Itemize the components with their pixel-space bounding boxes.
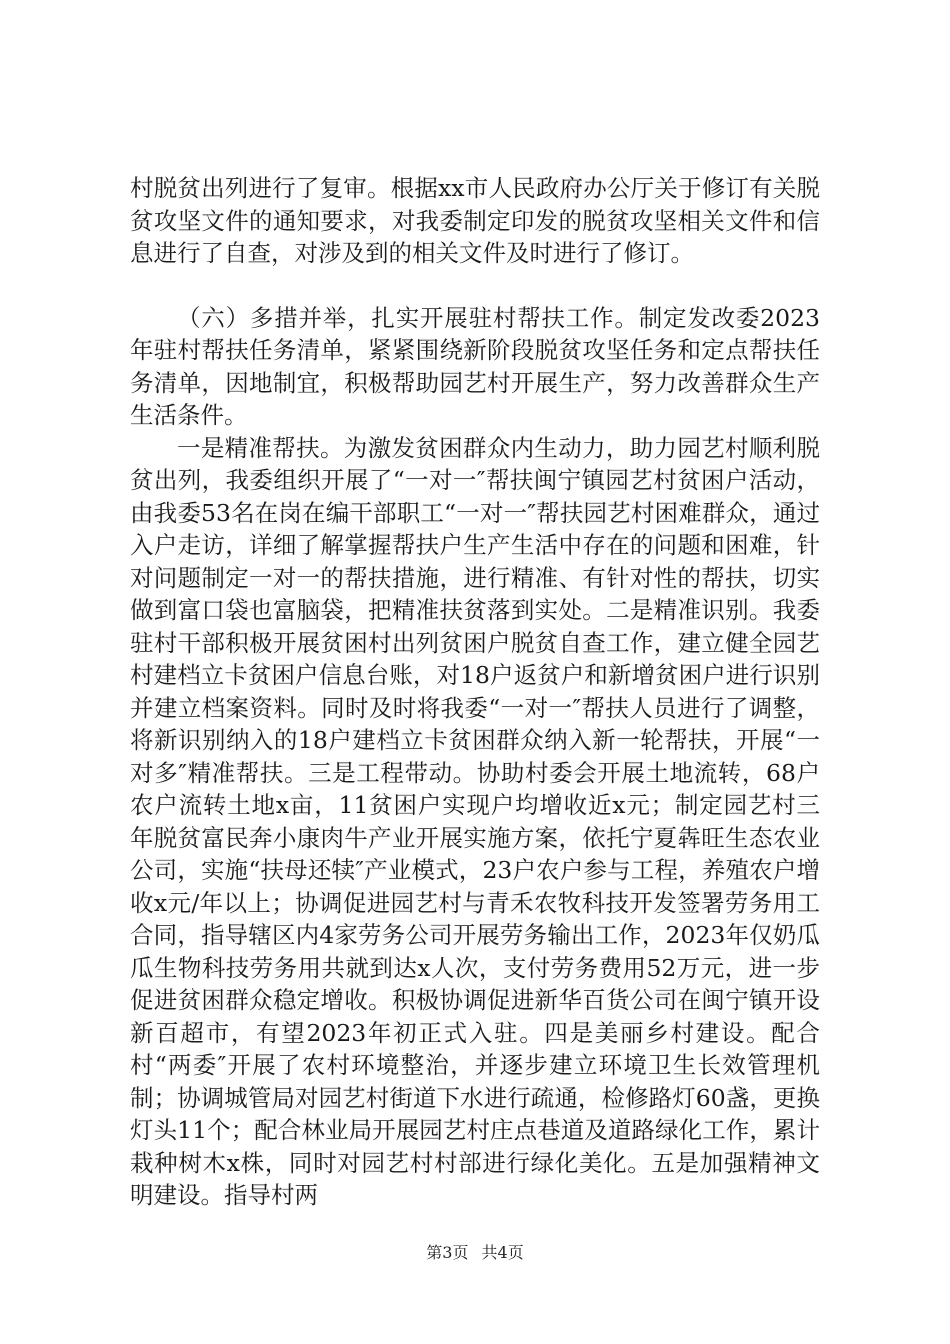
page-number: 第3页 [426,1243,469,1262]
paragraph-review-continuation: 村脱贫出列进行了复审。根据xx市人民政府办公厅关于修订有关脱贫攻坚文件的通知要求，对我委制定印发的脱贫攻坚相关文件和信息进行了自查，对涉及到的相关文件及时进行了修订。 [130,174,820,267]
paragraph-precise-assistance: 一是精准帮扶。为激发贫困群众内生动力，助力园艺村顺利脱贫出列，我委组织开展了“一对一″帮扶闽宁镇园艺村贫困户活动，由我委53名在岗在编干部职工“一对一″帮扶园艺村困难群众，通过入户走访，详细了解掌握帮扶户生产生活中存在的问题和困难，针对问题制定一对一的帮扶措施，进行精准、有针对性的帮扶，切实做到富口袋也富脑袋，把精准扶贫落到实处。二是精准识别。我委驻村干部积极开展贫困村出列贫困户脱贫自查工作，建立健全园艺村建档立卡贫困户信息台账，对18户返贫户和新增贫困户进行识别并建立档案资料。同时及时将我委“一对一″帮扶人员进行了调整，将新识别纳入的18户建档立卡贫困群众纳入新一轮帮扶，开展“一对多″精准帮扶。三是工程带动。协助村委会开展土地流转，68户农户流转土地x亩，11贫困户实现户均增收近x元；制定园艺村三年脱贫富民奔小康肉牛产业开展实施方案，依托宁夏犇旺生态农业公司，实施“扶母还犊″产业模式，23户农户参与工程，养殖农户增收x元/年以上；协调促进园艺村与青禾农牧科技开发签署劳务用工合同，指导辖区内4家劳务公司开展劳务输出工作，2023年仅奶瓜瓜生物科技劳务用共就到达x人次，支付劳务费用52万元，进一步促进贫困群众稳定增收。积极协调促进新华百货公司在闽宁镇开设新百超市，有望2023年初正式入驻。四是美丽乡村建设。配合村“两委″开展了农村环境整治，并逐步建立环境卫生长效管理机制；协调城管局对园艺村街道下水进行疏通，检修路灯60盏，更换灯头11个；配合林业局开展园艺村庄点巷道及道路绿化工作，累计栽种树木x株，同时对园艺村村部进行绿化美化。五是加强精神文明建设。指导村两 [130,433,820,1209]
document-body [130,172,820,1212]
paragraph-section-six: （六）多措并举，扎实开展驻村帮扶工作。制定发改委2023年驻村帮扶任务清单，紧紧围绕新阶段脱贫攻坚任务和定点帮扶任务清单，因地制宜，积极帮助园艺村开展生产，努力改善群众生产生活条件。 [130,303,820,429]
page-total: 共4页 [481,1243,524,1262]
page-footer [0,1243,950,1263]
